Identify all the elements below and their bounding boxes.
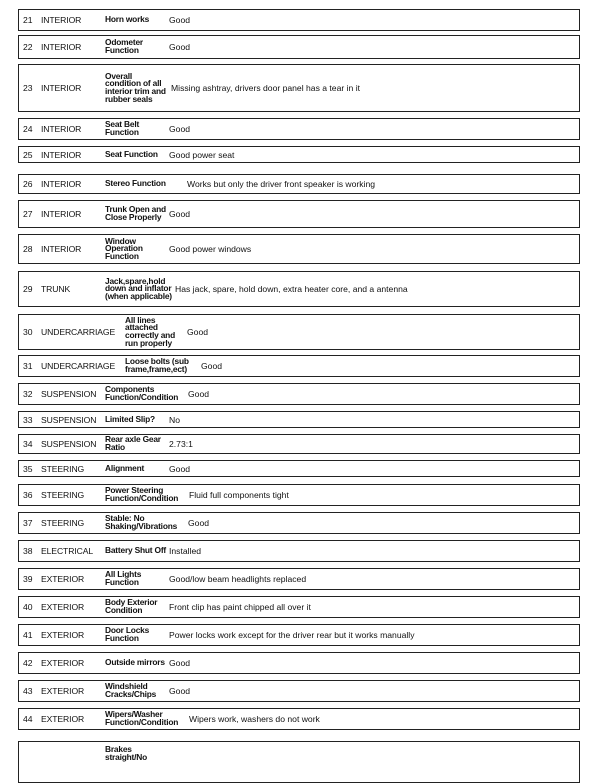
row-value: Fluid full components tight (189, 490, 289, 500)
table-row (18, 146, 580, 163)
row-number (23, 742, 37, 782)
row-item: Horn works (105, 14, 150, 25)
table-row (18, 741, 580, 783)
row-value: Power locks work except for the driver rear but it works manually (169, 630, 415, 640)
row-category: EXTERIOR (41, 574, 85, 584)
row-number: 43 (23, 686, 33, 696)
table-row (18, 568, 580, 590)
row-value: Good (169, 658, 191, 668)
row-item: Seat Belt Function (105, 119, 140, 137)
table-row (18, 174, 580, 194)
row-value (169, 742, 573, 782)
row-value: Works but only the driver front speaker is working (187, 179, 376, 189)
row-value: Wipers work, washers do not work (189, 714, 320, 724)
row-category: INTERIOR (41, 15, 82, 25)
table-row (18, 540, 580, 562)
row-number: 37 (23, 518, 33, 528)
table-row (18, 596, 580, 618)
table-row (18, 460, 580, 477)
table-row (18, 484, 580, 506)
row-item: Brakes straight/No (105, 744, 148, 762)
row-category: EXTERIOR (41, 602, 85, 612)
row-item: Power Steering Function/Condition (105, 485, 179, 503)
row-item: Wipers/Washer Function/Condition (105, 709, 179, 727)
row-category: ELECTRICAL (41, 546, 94, 556)
row-item: Stereo Function (105, 178, 166, 189)
row-category: EXTERIOR (41, 658, 85, 668)
table-row (18, 355, 580, 377)
row-category: EXTERIOR (41, 714, 85, 724)
row-value: Good/low beam headlights replaced (169, 574, 307, 584)
row-number: 31 (23, 361, 33, 371)
row-category: SUSPENSION (41, 389, 97, 399)
row-number: 36 (23, 490, 33, 500)
table-row (18, 314, 580, 350)
row-number: 44 (23, 714, 33, 724)
row-item: Jack,spare,hold down and inflator (when applicable) (105, 275, 172, 301)
row-number: 41 (23, 630, 33, 640)
row-number: 26 (23, 179, 33, 189)
row-number: 29 (23, 284, 33, 294)
row-item: Battery Shut Off (105, 545, 167, 556)
row-value: Good (169, 686, 191, 696)
table-row (18, 411, 580, 428)
row-item: Overall condition of all interior trim and rubber seals (105, 70, 166, 104)
row-category: INTERIOR (41, 83, 82, 93)
row-item: Odometer Function (105, 37, 143, 55)
table-row (18, 512, 580, 534)
row-item: Outside mirrors (105, 657, 165, 668)
row-category: EXTERIOR (41, 630, 85, 640)
row-value: Front clip has paint chipped all over it (169, 602, 311, 612)
row-category: EXTERIOR (41, 686, 85, 696)
row-item: Alignment (105, 462, 145, 473)
row-value: Missing ashtray, drivers door panel has a tear in it (171, 83, 360, 93)
row-value: Good power windows (169, 244, 252, 254)
table-row (18, 383, 580, 405)
row-item: Seat Function (105, 148, 158, 159)
row-value: Installed (169, 546, 202, 556)
row-category: INTERIOR (41, 149, 82, 160)
row-value: Good (187, 327, 209, 337)
row-value: Good (188, 389, 210, 399)
row-item: Components Function/Condition (105, 384, 179, 402)
row-category: UNDERCARRIAGE (41, 327, 116, 337)
row-number: 28 (23, 244, 33, 254)
table-row (18, 708, 580, 730)
row-category: TRUNK (41, 284, 71, 294)
row-item: All lines attached correctly and run properly (125, 314, 175, 348)
table-row (18, 35, 580, 59)
row-item: Limited Slip? (105, 413, 155, 424)
row-category: STEERING (41, 490, 85, 500)
row-value: Has jack, spare, hold down, extra heater core, and a antenna (175, 284, 408, 294)
row-number: 42 (23, 658, 33, 668)
row-item: Body Exterior Condition (105, 597, 158, 615)
row-number: 21 (23, 15, 33, 25)
row-value: No (169, 414, 180, 425)
row-value: Good (169, 42, 191, 52)
table-row (18, 234, 580, 264)
row-item: All Lights Function (105, 569, 142, 587)
row-value: Good (169, 15, 191, 25)
row-value: 2.73:1 (169, 439, 193, 449)
row-number: 40 (23, 602, 33, 612)
row-category: INTERIOR (41, 124, 82, 134)
row-item: Window Operation Function (105, 235, 143, 261)
table-row (18, 271, 580, 307)
row-value: Good (188, 518, 210, 528)
row-category: STEERING (41, 518, 85, 528)
table-row (18, 434, 580, 454)
row-value: Good (169, 124, 191, 134)
row-category: INTERIOR (41, 42, 82, 52)
row-number: 35 (23, 463, 33, 474)
row-category: INTERIOR (41, 209, 82, 219)
table-row (18, 624, 580, 646)
row-category: UNDERCARRIAGE (41, 361, 116, 371)
table-row (18, 652, 580, 674)
row-number: 22 (23, 42, 33, 52)
table-row (18, 680, 580, 702)
row-number: 25 (23, 149, 33, 160)
table-row (18, 64, 580, 112)
row-category: INTERIOR (41, 244, 82, 254)
row-number: 38 (23, 546, 33, 556)
row-number: 33 (23, 414, 33, 425)
row-number: 27 (23, 209, 33, 219)
row-category: SUSPENSION (41, 414, 97, 425)
row-category: STEERING (41, 463, 85, 474)
row-value: Good power seat (169, 149, 235, 160)
table-row (18, 9, 580, 31)
row-number: 32 (23, 389, 33, 399)
row-value: Good (169, 209, 191, 219)
row-value: Good (201, 361, 223, 371)
row-category: INTERIOR (41, 179, 82, 189)
row-number: 30 (23, 327, 33, 337)
row-number: 24 (23, 124, 33, 134)
row-item: Loose bolts (sub frame,frame,ect) (125, 356, 189, 374)
row-item: Trunk Open and Close Properly (105, 204, 166, 222)
row-category: SUSPENSION (41, 439, 97, 449)
row-value: Good (169, 463, 191, 474)
row-item: Door Locks Function (105, 625, 150, 643)
row-number: 34 (23, 439, 33, 449)
row-item: Stable: No Shaking/Vibrations (105, 513, 178, 531)
row-number: 23 (23, 83, 33, 93)
table-row (18, 118, 580, 140)
table-row (18, 200, 580, 228)
row-number: 39 (23, 574, 33, 584)
row-item: Windshield Cracks/Chips (105, 681, 157, 699)
row-item: Rear axle Gear Ratio (105, 434, 161, 452)
